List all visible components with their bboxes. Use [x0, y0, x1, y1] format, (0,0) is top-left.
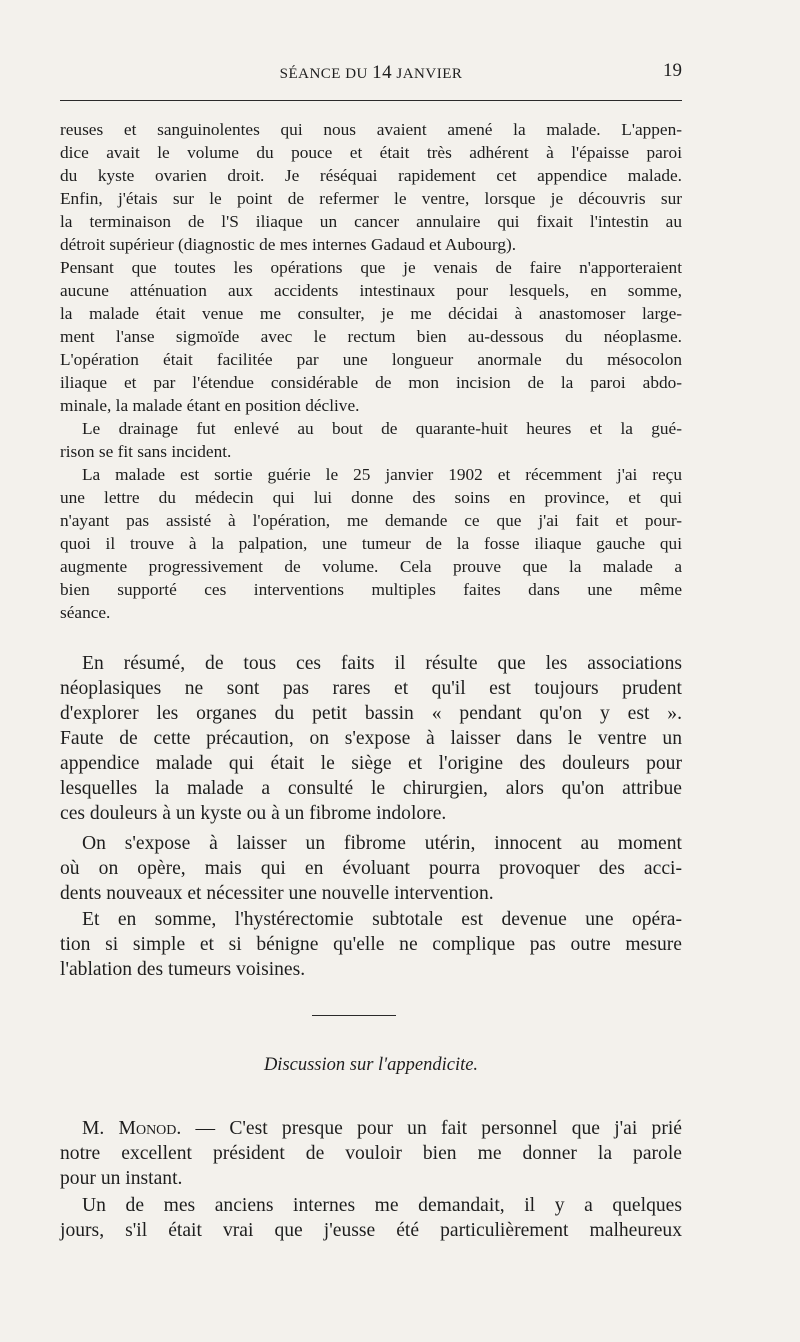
text-line: L'opération était facilitée par une longueur anormale du mésocolon	[60, 350, 682, 369]
text-line: minale, la malade étant en position déclive.	[60, 396, 360, 415]
speaker-name: M. Monod.	[82, 1118, 182, 1139]
text-line: augmente progressivement de volume. Cela prouve que la malade a	[60, 557, 682, 576]
text-line: Faute de cette précaution, on s'expose à laisser dans le ventre un	[60, 728, 682, 749]
text-line: ces douleurs à un kyste ou à un fibrome indolore.	[60, 803, 447, 824]
text-line: Pensant que toutes les opérations que je venais de faire n'apporteraient	[60, 258, 682, 277]
text-line: dice avait le volume du pouce et était très adhérent à l'épaisse paroi	[60, 143, 682, 162]
text-line: iliaque et par l'étendue considérable de mon incision de la paroi abdo-	[60, 373, 682, 392]
section-divider	[312, 1015, 396, 1016]
section-title: Discussion sur l'appendicite.	[263, 1055, 479, 1075]
text-line: jours, s'il était vrai que j'eusse été particulièrement malheureux	[60, 1220, 682, 1241]
paragraph-1	[60, 118, 682, 256]
text-line: Et en somme, l'hystérectomie subtotale est devenue une opéra-	[82, 909, 682, 930]
running-header	[60, 62, 682, 86]
text-line: d'explorer les organes du petit bassin « pendant qu'on y est ».	[60, 703, 682, 724]
paragraph-4	[60, 463, 682, 624]
paragraph-6	[60, 831, 682, 906]
text-line: En résumé, de tous ces faits il résulte que les associations	[82, 653, 682, 674]
text-line: rison se fit sans incident.	[60, 442, 232, 461]
text-line: où on opère, mais qui en évoluant pourra provoquer des acci-	[60, 858, 682, 879]
text-line: lesquelles la malade a consulté le chirurgien, alors qu'on attribue	[60, 778, 682, 799]
text-line: appendice malade qui était le siège et l'origine des douleurs pour	[60, 753, 682, 774]
paragraph-7	[60, 907, 682, 982]
text-line: La malade est sortie guérie le 25 janvier 1902 et récemment j'ai reçu	[82, 465, 682, 484]
text-line: la terminaison de l'S iliaque un cancer annulaire qui fixait l'intestin au	[60, 212, 682, 231]
text-line: dents nouveaux et nécessiter une nouvelle intervention.	[60, 883, 494, 904]
text-line: néoplasiques ne sont pas rares et qu'il est toujours prudent	[60, 678, 682, 699]
text-line: une lettre du médecin qui lui donne des soins en province, et qui	[60, 488, 682, 507]
text-line: M. Monod. — C'est presque pour un fait personnel que j'ai prié	[82, 1118, 682, 1139]
text-line: Un de mes anciens internes me demandait, il y a quelques	[82, 1195, 682, 1216]
text-line: bien supporté ces interventions multiples faites dans une même	[60, 580, 682, 599]
text-line: la malade était venue me consulter, je me décidai à anastomoser large-	[60, 304, 682, 323]
paragraph-5	[60, 651, 682, 826]
text-line: ment l'anse sigmoïde avec le rectum bien au-dessous du néoplasme.	[60, 327, 682, 346]
text-line: notre excellent président de vouloir bien me donner la parole	[60, 1143, 682, 1164]
text-line: n'ayant pas assisté à l'opération, me demande ce que j'ai fait et pour-	[60, 511, 682, 530]
text-line: reuses et sanguinolentes qui nous avaient amené la malade. L'appen-	[60, 120, 682, 139]
page-number: 19	[663, 60, 682, 81]
paragraph-9	[60, 1193, 682, 1243]
text-line: aucune atténuation aux accidents intestinaux pour lesquels, en somme,	[60, 281, 682, 300]
header-title: SÉANCE DU 14 JANVIER	[279, 62, 463, 83]
text-line: quoi il trouve à la palpation, une tumeur de la fosse iliaque gauche qui	[60, 534, 682, 553]
header-rule	[60, 100, 682, 101]
paragraph-3	[60, 417, 682, 463]
paragraph-2	[60, 256, 682, 417]
text-line: pour un instant.	[60, 1168, 183, 1189]
paragraph-8	[60, 1116, 682, 1191]
text-line: du kyste ovarien droit. Je réséquai rapidement cet appendice malade.	[60, 166, 682, 185]
text-line: Enfin, j'étais sur le point de refermer le ventre, lorsque je découvris sur	[60, 189, 682, 208]
text-line: détroit supérieur (diagnostic de mes internes Gadaud et Aubourg).	[60, 235, 517, 254]
text-line: séance.	[60, 603, 111, 622]
text-line: tion si simple et si bénigne qu'elle ne complique pas outre mesure	[60, 934, 682, 955]
text-line: On s'expose à laisser un fibrome utérin, innocent au moment	[82, 833, 682, 854]
text-line: Le drainage fut enlevé au bout de quarante-huit heures et la gué-	[82, 419, 682, 438]
text-line: l'ablation des tumeurs voisines.	[60, 959, 306, 980]
